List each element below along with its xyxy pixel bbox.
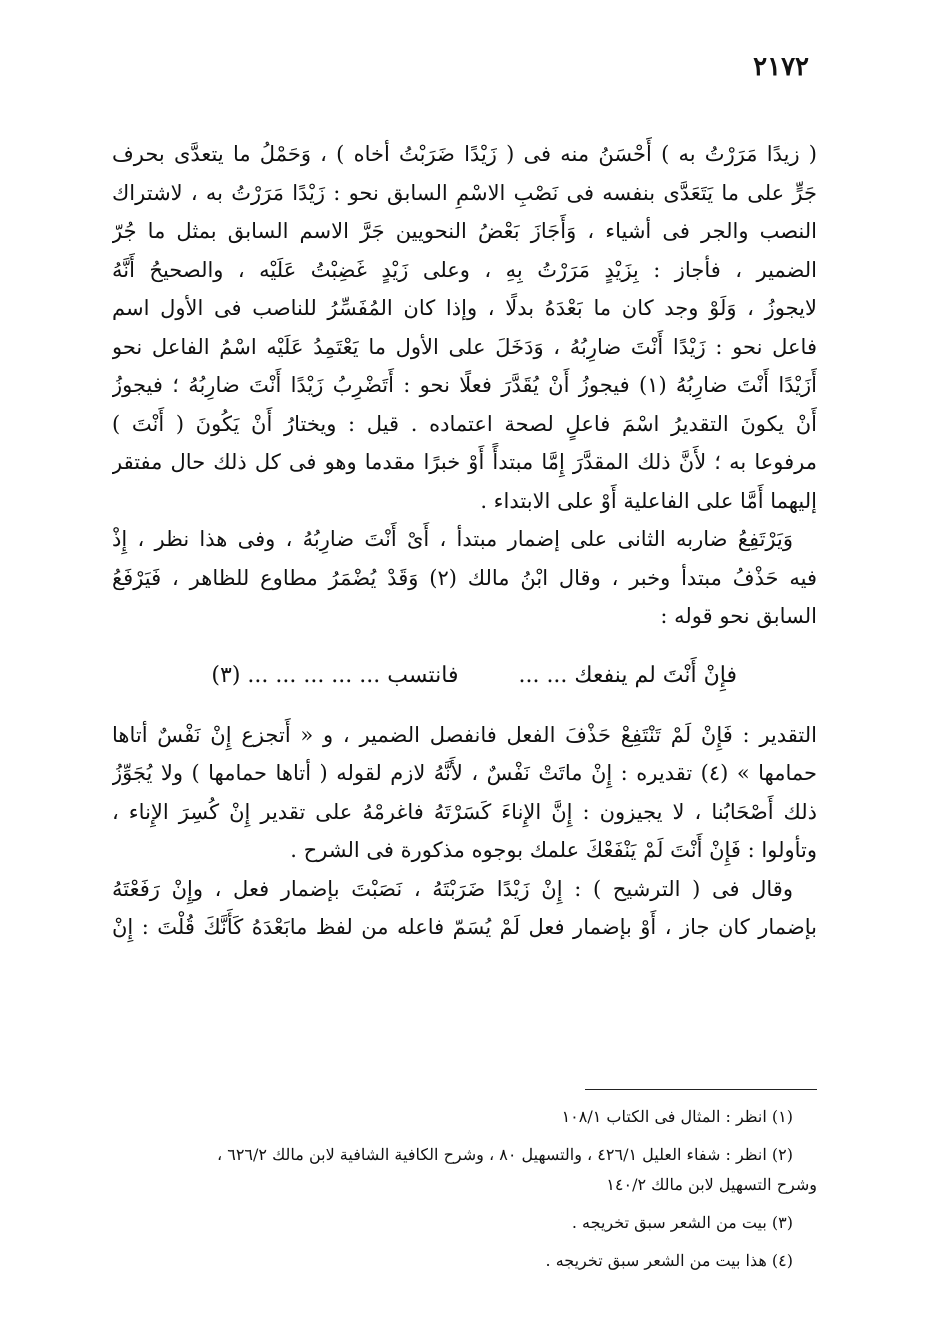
footnotes <box>112 1102 817 1284</box>
paragraph-3 <box>112 716 817 870</box>
footnote-2: (٢) انظر : شفاء العليل ٤٢٦/١ ، والتسهيل ٨٠ ، وشرح الكافية الشافية لابن مالك ٦٢٦/٢ ، <box>216 1145 793 1164</box>
text-line: أَنْ يكونَ التقديرُ اسْمَ فاعلٍ لصحة اعتماده . قيل : ويختارُ أَنْ يَكُونَ ( أَنْتَ ) <box>112 411 817 436</box>
footnote-1: (١) انظر : المثال فى الكتاب ١٠٨/١ <box>561 1107 793 1126</box>
text-line: جَرٍّ على ما يَتَعَدَّى بنفسه فى نَصْبِ الاسْمِ السابق نحو : زَيْدًا مَرَرْتُ به ، لاشتراك <box>112 180 817 205</box>
footnote-3: (٣) بيت من الشعر سبق تخريجه . <box>571 1213 793 1232</box>
text-line: ذلك أَصْحَابُنا ، لا يجيزون : إِنَّ الإِناءَ كَسَرْتَهُ فاغرمْهُ على تقدير إِنْ كُسِرَ الإِناء ، <box>112 799 817 824</box>
paragraph-1 <box>112 135 817 520</box>
footnote-divider <box>585 1089 817 1090</box>
text-line: ( زيدًا مَرَرْتُ به ) أَحْسَنُ منه فى ( زَيْدًا ضَرَبْتُ أخاه ) ، وَحَمْلُ ما يتعدَّى بحرف <box>112 142 817 166</box>
footnote-4: (٤) هذا بيت من الشعر سبق تخريجه . <box>545 1251 793 1270</box>
text-line: وَيَرْتَفِعُ ضاربه الثانى على إضمار مبتدأ ، أَىْ أَنْتَ ضارِبُهُ ، وفى هذا نظر ، إِذْ <box>112 527 793 551</box>
text-line: بإضمار كان جاز ، أَوْ بإضمار فعل لَمْ يُسَمّ فاعله من لفظ مابَعْدَهُ كَأَنَّكَ قُلْتَ : إِنْ <box>112 915 817 939</box>
text-line: لايجوزُ ، وَلَوْ وجد كان ما بَعْدَهُ بدلًا ، وإذا كان المُفَسِّرُ للناصب فى الأول اسم <box>112 296 817 320</box>
footnote-2-continuation: وشرح التسهيل لابن مالك ١٤٠/٢ <box>606 1175 817 1194</box>
text-line: السابق نحو قوله : <box>660 604 817 628</box>
verse-first-hemistich: فإِنْ أَنْتَ لم ينفعك ... ... <box>518 662 737 688</box>
text-line: فاعل نحو : زَيْدًا أَنْتَ ضارِبُهُ ، وَدَخَلَ على الأول ما يَعْتَمِدُ عَلَيْه اسْمُ الفاعل نحو <box>112 334 817 359</box>
text-line: وتأولوا : فَإِنْ أَنْتَ لَمْ يَنْفَعْكَ علمك بوجوه مذكورة فى الشرح . <box>290 838 817 862</box>
verse-second-hemistich: فانتسب ... ... ... ... ... (٣) <box>211 662 459 688</box>
paragraph-4 <box>112 870 817 947</box>
page-number: ٢١٧٢ <box>753 52 809 82</box>
paragraph-2 <box>112 520 817 636</box>
text-line: أَزَيْدًا أَنْتَ ضارِبُهُ (١) فيجوزُ أَنْ يُقَدَّرَ فعلًا نحو : أَتَضْرِبُ زَيْدًا أَنْتَ ضارِبُهُ ؛ فيجوزُ <box>112 373 817 397</box>
main-text <box>112 135 817 947</box>
text-line: مرفوعا به ؛ لأَنَّ ذلك المقدَّرَ إِمَّا مبتدأً أَوْ خبرًا مقدما وهو فى كل ذلك حال مفتقر <box>112 450 817 474</box>
text-line: إليهما أَمَّا على الفاعلية أَوْ على الابتداء . <box>480 488 817 513</box>
text-line: النصب والجر فى أشياء ، وَأَجَازَ بَعْضُ النحويين جَرَّ الاسم السابق بمثل ما جُرّ <box>112 219 817 243</box>
text-line: فيه حَذْفُ مبتدأ وخبر ، وقال ابْنُ مالك (٢) وَقَدْ يُضْمَرُ مطاوع للظاهر ، فَيَرْفَعُ <box>112 565 817 590</box>
text-line: حمامها » (٤) تقديره : إِنْ ماتَتْ نَفْسٌ ، لأَنَّهُ لازم لقوله ( أتاها حمامها ) ولا يُجَوِّزُ <box>112 761 817 785</box>
text-line: وقال فى ( الترشيح ) : إِنْ زَيْدًا ضَرَبْتَهُ ، نَصَبْتَ بإضمار فعل ، وإِنْ رَفَعْتَهُ <box>112 876 793 901</box>
text-line: التقدير : فَإِنْ لَمْ تَنْتَفِعْ حَذْفَ الفعل فانفصل الضمير ، و « أَتجزع إِنْ نَفْسٌ أتاها <box>112 722 817 747</box>
text-line: الضمير ، فأجاز : بِزَيْدٍ مَرَرْتُ بِهِ ، وعلى زَيْدٍ غَضِبْتُ عَلَيْه ، والصحيحُ أَنَّهُ <box>112 257 817 282</box>
poetry-verse <box>112 636 817 716</box>
